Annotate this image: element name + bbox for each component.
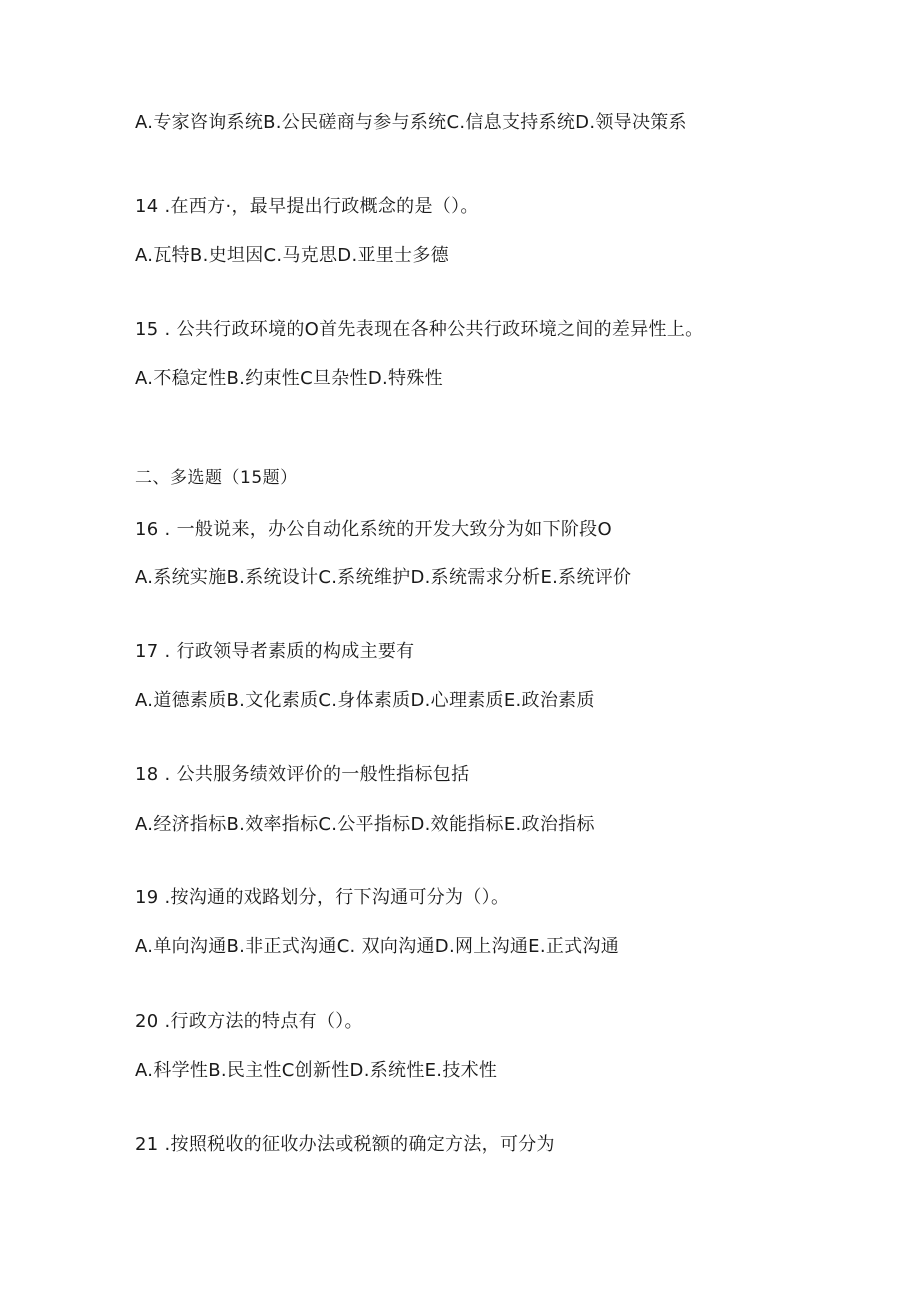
q16-options: A.系统实施B.系统设计C.系统维护D.系统需求分析E.系统评价: [135, 567, 632, 588]
q20-options: A.科学性B.民主性C创新性D.系统性E.技术性: [135, 1060, 498, 1081]
q18-question: 18 . 公共服务绩效评价的一般性指标包括: [135, 764, 470, 785]
q17-options: A.道德素质B.文化素质C.身体素质D.心理素质E.政治素质: [135, 690, 595, 711]
q16-question: 16 . 一般说来，办公自动化系统的开发大致分为如下阶段O: [135, 519, 612, 540]
section-heading-multiple-choice: 二、多选题（15题）: [135, 468, 298, 488]
q17-question: 17 . 行政领导者素质的构成主要有: [135, 641, 415, 662]
q20-question: 20 .行政方法的特点有（）。: [135, 1011, 363, 1032]
q14-options: A.瓦特B.史坦因C.马克思D.亚里士多德: [135, 245, 449, 266]
q14-question: 14 .在西方·，最早提出行政概念的是（）。: [135, 196, 479, 217]
q19-question: 19 .按沟通的戏路划分，行下沟通可分为（）。: [135, 887, 510, 908]
q19-options: A.单向沟通B.非正式沟通C. 双向沟通D.网上沟通E.正式沟通: [135, 936, 620, 957]
q21-question: 21 .按照税收的征收办法或税额的确定方法，可分为: [135, 1134, 555, 1155]
q18-options: A.经济指标B.效率指标C.公平指标D.效能指标E.政治指标: [135, 814, 595, 835]
q13-options: A.专家咨询系统B.公民磋商与参与系统C.信息支持系统D.领导决策系: [135, 112, 687, 133]
q15-options: A.不稳定性B.约束性C旦杂性D.特殊性: [135, 368, 443, 389]
q15-question: 15 . 公共行政环境的O首先表现在各种公共行政环境之间的差异性上。: [135, 319, 704, 340]
